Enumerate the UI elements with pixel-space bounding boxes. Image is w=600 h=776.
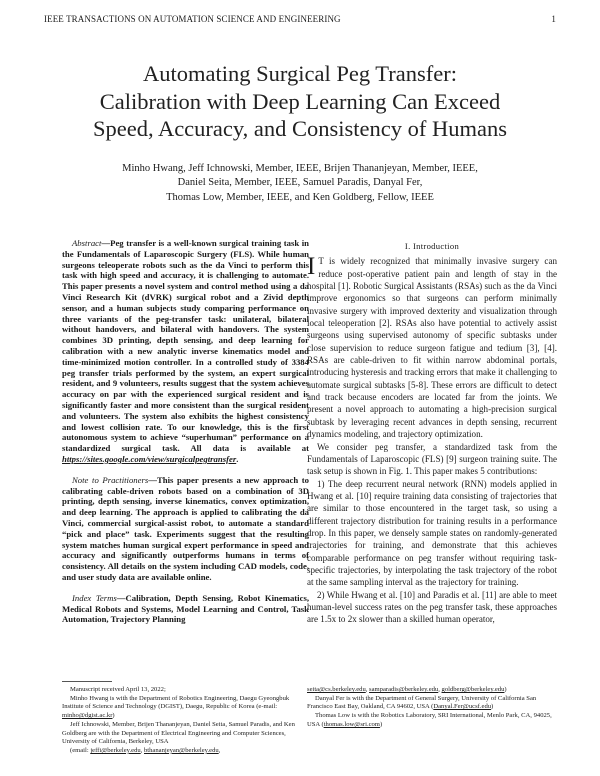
footnote-text: Minho Hwang is with the Department of Robotics Engineering, Daegu Gyeongbuk Institute of Science and Technology (DGIST), Daegu, Republic of Korea (e-mail: [62, 694, 290, 711]
page-number: 1 [551, 14, 556, 24]
footnote-text: ) [504, 686, 507, 693]
footnote-emails [62, 747, 306, 756]
footnote-rule [62, 681, 112, 682]
abstract-end: . [236, 453, 239, 464]
footnote-text: , [218, 746, 221, 754]
intro-text-1: T is widely recognized that minimally invasive surgery can reduce post-operative patient pain and length of stay in the hospital [1]. Robotic Surgical Assistants (RSAs) such as the da Vinci improve ergonomics so that surgeons can perform minimally invasive surgery with improved dexterity and visualization through local teleoperation [2]. RSAs also have potential to actively assist surgeons using supervised autonomy of specific subtasks under close supervision to reduce surgeon fatigue and tedium [3], [4]. RSAs are cable-driven to fit within narrow abdominal portals, introducing hysteresis and tracking errors that make it challenging to automate surgical subtasks [5-8]. These errors are difficult to detect and track because encoders are located far from the joints. We present a novel approach to automating a high-precision surgical subtask by leveraging recent advances in depth sensing, recurrent dynamics modeling, and trajectory optimization. [307, 256, 557, 440]
journal-name: IEEE TRANSACTIONS ON AUTOMATION SCIENCE AND ENGINEERING [44, 14, 341, 24]
project-link[interactable]: https://sites.google.com/view/surgicalpegtransfer [62, 453, 237, 464]
footnote-text: ) [112, 712, 115, 720]
abstract-lead: Abstract [72, 238, 102, 248]
email-link[interactable]: jeffi@berkeley.edu [90, 746, 141, 754]
practitioners-lead: Note to Practitioners [72, 474, 149, 485]
abstract [62, 238, 309, 465]
author-line: Daniel Seita, Member, IEEE, Samuel Paradis, Danyal Fer, [177, 177, 423, 189]
intro-paragraph-2: We consider peg transfer, a standardized task from the Fundamentals of Laparoscopic (FLS) [9] surgeon training suite. The task setup is shown in Fig. 1. This paper makes 5 contributions: [307, 441, 557, 477]
email-link[interactable]: samparadis@berkeley.edu [369, 686, 439, 693]
index-terms [62, 593, 309, 625]
email-link[interactable]: seita@cs.berkeley.edu [307, 686, 366, 693]
index-terms-text: —Calibration, Depth Sensing, Robot Kinematics, Medical Robots and Systems, Model Learning and Control, Task Automation, Trajectory Planning [62, 592, 309, 625]
footnote-text: (email: [70, 746, 91, 754]
footnotes-left [62, 686, 306, 756]
right-column [307, 238, 557, 626]
footnote-affiliation-2: Jeff Ichnowski, Member, Brijen Thananjeyan, Daniel Seita, Samuel Paradis, and Ken Goldberg are with the Department of Electrical Engineering and Computer Sciences, University of California, Berkeley, USA [62, 720, 295, 746]
footnote-text: Danyal Fer is with the Department of General Surgery, University of California San Francisco East Bay, Oakland, CA 94602, USA [307, 694, 537, 711]
footnote-text: Thomas Low is with the Robotics Laboratory, SRI International, Menlo Park, CA, 94025, USA [307, 712, 552, 728]
email-link[interactable]: Danyal.Fer@ucsf.edu [433, 703, 492, 711]
email-link[interactable]: minho@dgist.ac.kr [62, 712, 113, 720]
footnote-affiliation-3: Danyal Fer is with the Department of General Surgery, University of California San Francisco East Bay, Oakland, CA 94602, USA (Danyal.Fer@ucsf.edu) [307, 694, 537, 711]
index-terms-lead: Index Terms [72, 592, 117, 603]
footnote-received: Manuscript received April 13, 2022; [70, 686, 166, 693]
note-to-practitioners [62, 475, 309, 583]
intro-paragraph-3: 1) The deep recurrent neural network (RNN) models applied in Hwang et al. [10] require training data consisting of trajectories that are similar to those encountered in the target task, so using a different trajectory distribution for training results in a performance drop. In this paper, we densely sample states on randomly-generated trajectories for training, and demonstrate that this achieves comparable performance on peg transfer without requiring task-specific trajectories, by interpolating the task trajectory of the robot at the same sampling interval as the trajectory for training. [307, 478, 557, 588]
title-line: Automating Surgical Peg Transfer: [143, 61, 457, 86]
footnote-affiliation-1 [62, 695, 306, 721]
running-header [44, 14, 556, 28]
intro-paragraph-1 [307, 255, 557, 440]
footnote-emails-cont: seita@cs.berkeley.edu, samparadis@berkeley.edu, goldberg@berkeley.edu) [307, 686, 507, 693]
title-line: Speed, Accuracy, and Consistency of Humans [92, 116, 508, 141]
author-line: Minho Hwang, Jeff Ichnowski, Member, IEEE, Brijen Thananjeyan, Member, IEEE, [122, 163, 478, 174]
email-link[interactable]: thomas.low@sri.com [323, 720, 380, 728]
footnotes-right [307, 686, 557, 730]
author-list [70, 162, 530, 205]
title-line: Calibration with Deep Learning Can Exceed [99, 88, 501, 114]
section-heading: I. Introduction [404, 241, 460, 251]
footnote-affiliation-4: Thomas Low is with the Robotics Laboratory, SRI International, Menlo Park, CA, 94025, USA (thomas.low@sri.com) [307, 712, 552, 728]
left-column [62, 238, 309, 625]
practitioners-text: —This paper presents a new approach to calibrating cable-driven robots based on a combination of 3D printing, depth sensing, inverse kinematics, convex optimization, and deep learning. The approach is applied to calibrating the da Vinci, commercial surgical-assist robot, to automate a standard “pick and place” task. Experiments suggest that the resulting system matches human surgical expert performance in speed and accuracy and significantly outperforms humans in terms of consistency. All details on the system including CAD models, code, and user study data are available online. [62, 474, 310, 582]
abstract-text: —Peg transfer is a well-known surgical training task in the Fundamentals of Laparoscopic Surgery (FLS). While human surgeons teleoperate robots such as the da Vinci to perform this task with high speed and accuracy, it is challenging to automate. This paper presents a novel system and control method using a da Vinci Research Kit (dVRK) surgical robot and a Zivid depth sensor, and a human subjects study comparing performance on three variants of the peg-transfer task: unilateral, bilateral without handovers, and bilateral with handovers. The system combines 3D printing, depth sensing, and deep learning for calibration with a new analytic inverse kinematics model and time-minimized motion controller. In a controlled study of 3384 peg transfer trials performed by the system, an expert surgical resident, and 9 volunteers, results suggest that the system achieves accuracy on par with the experienced surgical resident and is significantly faster and more consistent than the surgical resident and volunteers. The system also exhibits the highest consistency and lowest collision rate. To our knowledge, this is the first autonomous system to achieve “superhuman” performance on a standardized surgical task. All data is available at [62, 238, 309, 454]
footnote-text: , [140, 746, 144, 754]
email-link[interactable]: goldberg@berkeley.edu [441, 686, 505, 693]
paper-title [44, 60, 556, 143]
author-line: Thomas Low, Member, IEEE, and Ken Goldberg, Fellow, IEEE [166, 191, 434, 203]
intro-paragraph-4: 2) While Hwang et al. [10] and Paradis et al. [11] are able to meet human-level success rates on the peg transfer task, these approaches are 1.5x to 2x slower than a skilled human operator, [307, 589, 557, 625]
email-link[interactable]: bthananjeyan@berkeley.edu [144, 746, 219, 754]
drop-cap: I [307, 253, 316, 281]
